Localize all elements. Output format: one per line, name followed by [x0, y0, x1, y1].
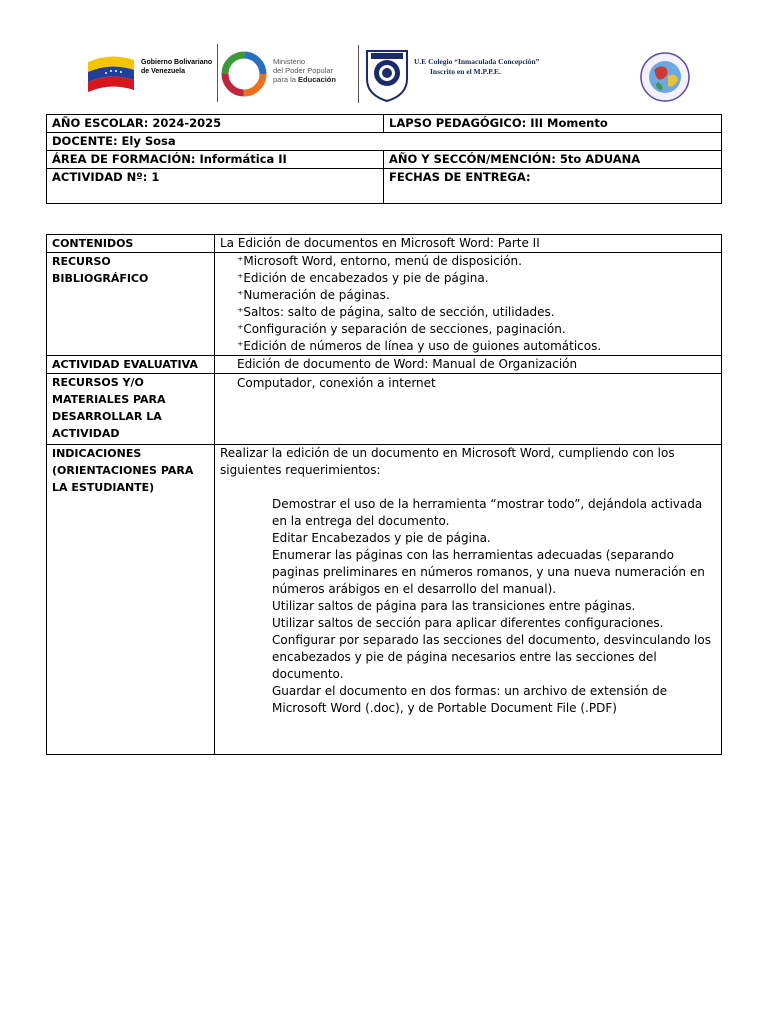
list-item-text: Demostrar el uso de la herramienta “mostrar todo”, dejándola activada en la entrega del documento.	[272, 497, 703, 528]
bullet-icon	[242, 598, 272, 615]
indicaciones-cell	[215, 445, 722, 755]
contenidos-value: La Edición de documentos en Microsoft Word: Parte II	[215, 235, 722, 253]
ministerio-line-2: del Poder Popular	[273, 66, 334, 75]
gobierno-bolivariano-logo	[86, 48, 216, 100]
indicaciones-intro: Realizar la edición de un documento en Microsoft Word, cumpliendo con los siguientes requerimientos:	[220, 446, 675, 477]
ministerio-educacion-logo	[219, 50, 354, 100]
activity-table	[46, 234, 722, 755]
list-item	[242, 598, 716, 615]
list-item-text: Utilizar saltos de sección para aplicar diferentes configuraciones.	[272, 616, 664, 630]
bullet-icon	[242, 547, 272, 598]
globe-icon	[636, 50, 694, 104]
ministerio-line-3: para la	[273, 75, 296, 84]
gobierno-line-2: de Venezuela	[141, 68, 185, 75]
indicaciones-list	[220, 496, 716, 717]
recurso-label: RECURSO BIBLIOGRÁFICO	[47, 253, 215, 356]
ministerio-text	[273, 57, 336, 84]
colegio-crest-icon	[363, 45, 411, 103]
recurso-item: ⁺Edición de encabezados y pie de página.	[237, 271, 489, 285]
bullet-icon	[242, 683, 272, 717]
colegio-text	[414, 57, 539, 77]
list-item-text: Guardar el documento en dos formas: un archivo de extensión de Microsoft Word (.doc), y de Portable Document File (.PDF)	[272, 684, 668, 715]
fechas-entrega-cell: FECHAS DE ENTREGA:	[384, 169, 722, 204]
recurso-item: ⁺Microsoft Word, entorno, menú de disposición.	[237, 254, 522, 268]
list-item	[242, 496, 716, 530]
list-item-text: Enumerar las páginas con las herramientas adecuadas (separando paginas preliminares en números romanos, y una nueva numeración en números arábigos en el desarrollo del manual).	[272, 548, 705, 596]
recurso-item: ⁺Configuración y separación de secciones, paginación.	[237, 322, 566, 336]
list-item-text: Utilizar saltos de página para las transiciones entre páginas.	[272, 599, 636, 613]
colegio-line-1: U.E Colegio “Inmaculada Concepción”	[414, 57, 540, 66]
ministerio-educacion: Educación	[298, 75, 336, 84]
area-cell: ÁREA DE FORMACIÓN: Informática II	[47, 151, 384, 169]
docente-cell: DOCENTE: Ely Sosa	[47, 133, 722, 151]
bullet-icon	[242, 632, 272, 683]
actividad-evaluativa-label: ACTIVIDAD EVALUATIVA	[47, 356, 215, 374]
list-item-text: Configurar por separado las secciones del documento, desvinculando los encabezados y pie de página necesarios entre las secciones del documento.	[272, 633, 711, 681]
venezuela-flag-icon	[86, 52, 136, 92]
actividad-numero-cell: ACTIVIDAD Nº: 1	[47, 169, 384, 204]
ano-escolar-cell: AÑO ESCOLAR: 2024-2025	[47, 115, 384, 133]
recursos-materiales-label: RECURSOS Y/O MATERIALES PARA DESARROLLAR LA ACTIVIDAD	[47, 374, 215, 445]
list-item-text: Editar Encabezados y pie de página.	[272, 531, 491, 545]
list-item	[242, 615, 716, 632]
recurso-item: ⁺Numeración de páginas.	[237, 288, 390, 302]
info-table	[46, 114, 722, 204]
gobierno-text	[141, 58, 212, 76]
list-item	[242, 632, 716, 683]
gobierno-line-1: Gobierno Bolivariano	[141, 59, 213, 66]
globe-emblem-logo	[636, 50, 694, 104]
ministerio-ring-icon	[219, 50, 269, 98]
recursos-materiales-value: Computador, conexión a internet	[215, 374, 722, 445]
recurso-item: ⁺Edición de números de línea y uso de guiones automáticos.	[237, 339, 602, 353]
list-item	[242, 547, 716, 598]
bullet-icon	[242, 496, 272, 530]
list-item	[242, 530, 716, 547]
bullet-icon	[242, 530, 272, 547]
actividad-evaluativa-value: Edición de documento de Word: Manual de Organización	[215, 356, 722, 374]
ministerio-line-1: Ministerio	[273, 57, 306, 66]
header-divider	[217, 44, 218, 102]
list-item	[242, 683, 716, 717]
recurso-list	[215, 253, 722, 356]
contenidos-label: CONTENIDOS	[47, 235, 215, 253]
ano-seccion-cell: AÑO Y SECCÓN/MENCIÓN: 5to ADUANA	[384, 151, 722, 169]
colegio-line-2: Inscrito en el M.P.P.E.	[430, 67, 501, 76]
indicaciones-label: INDICACIONES (ORIENTACIONES PARA LA ESTUDIANTE)	[47, 445, 215, 755]
colegio-inmaculada-logo	[358, 45, 555, 103]
lapso-cell: LAPSO PEDAGÓGICO: III Momento	[384, 115, 722, 133]
bullet-icon	[242, 615, 272, 632]
recurso-item: ⁺Saltos: salto de página, salto de sección, utilidades.	[237, 305, 555, 319]
